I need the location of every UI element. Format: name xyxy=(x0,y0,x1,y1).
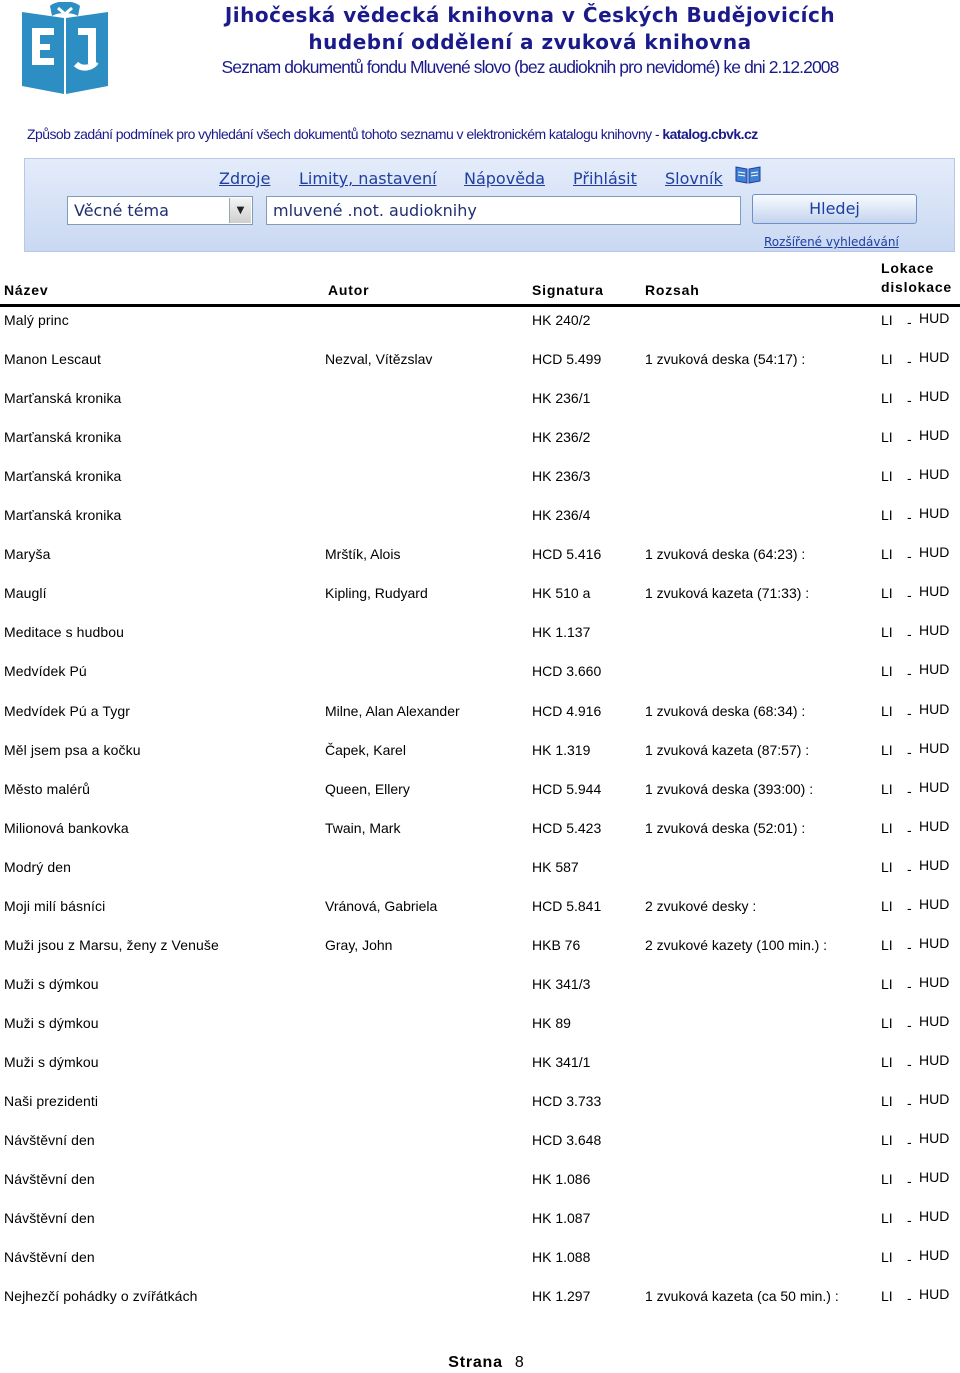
cell-separator: - xyxy=(907,1055,912,1072)
table-row xyxy=(0,817,960,859)
cell-separator: - xyxy=(907,665,912,682)
cell-dislocation: HUD xyxy=(919,973,950,990)
col-header-author: Autor xyxy=(328,282,370,298)
cell-title: Milionová bankovka xyxy=(4,819,129,836)
cell-separator: - xyxy=(907,509,912,526)
cell-separator: - xyxy=(907,587,912,604)
menu-slovnik[interactable]: Slovník xyxy=(665,169,723,188)
table-row xyxy=(0,700,960,742)
cell-signature: HK 587 xyxy=(532,858,579,875)
table-row xyxy=(0,778,960,820)
cell-dislocation: HUD xyxy=(919,466,950,483)
cell-location: LI xyxy=(881,780,893,797)
table-row xyxy=(0,1051,960,1093)
cell-separator: - xyxy=(907,1212,912,1229)
table-row xyxy=(0,856,960,898)
cell-title: Muži s dýmkou xyxy=(4,975,99,992)
table-row xyxy=(0,351,960,390)
cell-signature: HCD 5.944 xyxy=(532,780,602,797)
cell-signature: HK 1.088 xyxy=(532,1249,591,1266)
table-row xyxy=(0,934,960,976)
cell-title: Návštěvní den xyxy=(4,1132,95,1149)
field-select-value: Věcné téma xyxy=(74,201,169,220)
cell-location: LI xyxy=(881,1288,893,1305)
cell-separator: - xyxy=(907,938,912,955)
cell-title: Návštěvní den xyxy=(4,1249,95,1266)
cell-location: LI xyxy=(881,1132,893,1149)
cell-separator: - xyxy=(907,821,912,838)
cell-separator: - xyxy=(907,1251,912,1268)
cell-dislocation: HUD xyxy=(919,700,950,717)
cell-location: LI xyxy=(881,585,893,602)
cell-location: LI xyxy=(881,1249,893,1266)
cell-location: LI xyxy=(881,1171,893,1188)
cell-title: Mauglí xyxy=(4,585,47,602)
table-row xyxy=(0,663,960,702)
cell-signature: HK 236/3 xyxy=(532,468,591,485)
col-header-location: Lokace xyxy=(881,260,935,276)
cell-dislocation: HUD xyxy=(919,1208,950,1225)
cell-separator: - xyxy=(907,431,912,448)
cell-separator: - xyxy=(907,353,912,370)
cell-location: LI xyxy=(881,1053,893,1070)
cell-separator: - xyxy=(907,1095,912,1111)
menu-zdroje[interactable]: Zdroje xyxy=(219,169,271,188)
cell-location: LI xyxy=(881,819,893,836)
cell-signature: HCD 3.660 xyxy=(532,663,602,680)
cell-author: Čapek, Karel xyxy=(325,741,406,758)
cell-location: LI xyxy=(881,1014,893,1031)
cell-author: Queen, Ellery xyxy=(325,780,410,797)
cell-author: Vránová, Gabriela xyxy=(325,897,438,914)
cell-location: LI xyxy=(881,1210,893,1227)
table-row xyxy=(0,585,960,624)
cell-signature: HCD 5.416 xyxy=(532,546,602,563)
cell-dislocation: HUD xyxy=(919,778,950,795)
cell-dislocation: HUD xyxy=(919,895,950,912)
cell-separator: - xyxy=(907,743,912,760)
page-label: Strana xyxy=(448,1354,503,1371)
cell-location: LI xyxy=(881,507,893,524)
cell-separator: - xyxy=(907,782,912,799)
cell-signature: HCD 5.841 xyxy=(532,897,602,914)
cell-author: Mrštík, Alois xyxy=(325,546,401,563)
cell-author: Milne, Alan Alexander xyxy=(325,702,460,719)
page-footer xyxy=(0,1354,960,1372)
cell-location: LI xyxy=(881,390,893,407)
cell-signature: HK 510 a xyxy=(532,585,591,602)
cell-dislocation: HUD xyxy=(919,1012,950,1029)
table-row xyxy=(0,1012,960,1054)
header-divider xyxy=(0,304,960,307)
cell-dislocation: HUD xyxy=(919,661,950,678)
cell-dislocation: HUD xyxy=(919,934,950,951)
cell-extent: 1 zvuková deska (54:17) : xyxy=(645,351,806,368)
cell-location: LI xyxy=(881,975,893,992)
cell-dislocation: HUD xyxy=(919,310,950,326)
cell-extent: 1 zvuková kazeta (87:57) : xyxy=(645,741,810,758)
cell-dislocation: HUD xyxy=(919,544,950,561)
cell-extent: 1 zvuková deska (64:23) : xyxy=(645,546,806,563)
cell-location: LI xyxy=(881,663,893,680)
cell-author: Twain, Mark xyxy=(325,819,401,836)
cell-dislocation: HUD xyxy=(919,622,950,639)
cell-signature: HK 1.297 xyxy=(532,1288,591,1305)
cell-title: Marťanská kronika xyxy=(4,468,122,485)
cell-extent: 1 zvuková kazeta (71:33) : xyxy=(645,585,810,602)
catalog-search-panel xyxy=(24,158,955,252)
cell-signature: HK 1.137 xyxy=(532,624,591,641)
table-row xyxy=(0,1132,960,1171)
cell-title: Medvídek Pú xyxy=(4,663,87,680)
cell-title: Město malérů xyxy=(4,780,91,797)
menu-prihlasit[interactable]: Přihlásit xyxy=(573,169,637,188)
cell-dislocation: HUD xyxy=(919,1286,950,1303)
cell-location: LI xyxy=(881,351,893,368)
cell-title: Marťanská kronika xyxy=(4,390,122,407)
table-row xyxy=(0,739,960,781)
cell-location: LI xyxy=(881,1093,893,1109)
cell-extent: 1 zvuková deska (68:34) : xyxy=(645,702,806,719)
department-name: hudební oddělení a zvuková knihovna xyxy=(308,30,752,54)
cell-title: Měl jsem psa a kočku xyxy=(4,741,141,758)
cell-signature: HCD 3.648 xyxy=(532,1132,602,1149)
table-row xyxy=(0,390,960,429)
cell-signature: HK 341/3 xyxy=(532,975,591,992)
cell-title: Návštěvní den xyxy=(4,1171,95,1188)
cell-title: Nejhezčí pohádky o zvířátkách xyxy=(4,1288,198,1305)
cell-dislocation: HUD xyxy=(919,1130,950,1147)
cell-location: LI xyxy=(881,546,893,563)
cell-separator: - xyxy=(907,1173,912,1190)
table-row xyxy=(0,546,960,585)
cell-title: Maryša xyxy=(4,546,51,563)
cell-signature: HK 236/2 xyxy=(532,429,591,446)
cell-extent: 1 zvuková kazeta (ca 50 min.) : xyxy=(645,1288,839,1305)
cell-location: LI xyxy=(881,858,893,875)
instructions-text: Způsob zadání podmínek pro vyhledání všech dokumentů tohoto seznamu v elektronickém katalogu knihovny - xyxy=(27,126,663,142)
table-row xyxy=(0,624,960,663)
cell-signature: HCD 3.733 xyxy=(532,1093,602,1109)
cell-separator: - xyxy=(907,1134,912,1151)
table-row xyxy=(0,312,960,351)
page-number: 8 xyxy=(514,1354,524,1371)
cell-author: Nezval, Vítězslav xyxy=(325,351,433,368)
cell-signature: HKB 76 xyxy=(532,936,581,953)
cell-separator: - xyxy=(907,548,912,565)
field-select[interactable] xyxy=(67,196,253,225)
cell-location: LI xyxy=(881,624,893,641)
cell-signature: HCD 4.916 xyxy=(532,702,602,719)
cell-title: Muži s dýmkou xyxy=(4,1053,99,1070)
cell-location: LI xyxy=(881,741,893,758)
cell-signature: HK 341/1 xyxy=(532,1053,591,1070)
document-title: Seznam dokumentů fondu Mluvené slovo (bez audioknih pro nevidomé) ke dni 2.12.2008 xyxy=(221,57,839,77)
cell-dislocation: HUD xyxy=(919,856,950,873)
cell-dislocation: HUD xyxy=(919,1051,950,1068)
cell-dislocation: HUD xyxy=(919,427,950,444)
advanced-search-link[interactable]: Rozšířené vyhledávání xyxy=(764,235,899,249)
cell-dislocation: HUD xyxy=(919,388,950,405)
table-row xyxy=(0,468,960,507)
cell-title: Návštěvní den xyxy=(4,1210,95,1227)
cell-author: Gray, John xyxy=(325,936,393,953)
cell-signature: HK 89 xyxy=(532,1014,571,1031)
cell-location: LI xyxy=(881,936,893,953)
cell-dislocation: HUD xyxy=(919,1091,950,1107)
dictionary-book-icon[interactable] xyxy=(735,164,761,184)
cell-separator: - xyxy=(907,1016,912,1033)
cell-separator: - xyxy=(907,392,912,409)
library-name: Jihočeská vědecká knihovna v Českých Budějovicích xyxy=(224,3,836,27)
cell-author: Kipling, Rudyard xyxy=(325,585,428,602)
cell-location: LI xyxy=(881,468,893,485)
cell-extent: 1 zvuková deska (52:01) : xyxy=(645,819,806,836)
cell-dislocation: HUD xyxy=(919,1169,950,1186)
menu-napoveda[interactable]: Nápověda xyxy=(464,169,545,188)
cell-signature: HK 240/2 xyxy=(532,312,591,328)
col-header-extent: Rozsah xyxy=(645,282,700,298)
cell-dislocation: HUD xyxy=(919,583,950,600)
cell-dislocation: HUD xyxy=(919,817,950,834)
table-row xyxy=(0,1210,960,1249)
cell-separator: - xyxy=(907,860,912,877)
search-button[interactable]: Hledej xyxy=(752,194,917,224)
cell-dislocation: HUD xyxy=(919,349,950,366)
catalog-link[interactable]: katalog.cbvk.cz xyxy=(662,126,758,142)
cell-signature: HK 1.319 xyxy=(532,741,591,758)
cell-signature: HK 1.087 xyxy=(532,1210,591,1227)
cell-location: LI xyxy=(881,312,893,328)
cell-dislocation: HUD xyxy=(919,1247,950,1264)
cell-title: Muži jsou z Marsu, ženy z Venuše xyxy=(4,936,219,953)
cell-location: LI xyxy=(881,429,893,446)
cell-title: Manon Lescaut xyxy=(4,351,102,368)
table-row xyxy=(0,895,960,937)
col-header-title: Název xyxy=(4,282,49,298)
cell-extent: 2 zvukové desky : xyxy=(645,897,757,914)
col-header-dislocation: dislokace xyxy=(881,279,953,295)
cell-signature: HK 236/1 xyxy=(532,390,591,407)
chevron-down-icon[interactable]: ▼ xyxy=(229,198,251,223)
menu-limity[interactable]: Limity, nastavení xyxy=(299,169,437,188)
cell-title: Marťanská kronika xyxy=(4,429,122,446)
cell-separator: - xyxy=(907,899,912,916)
cell-extent: 1 zvuková deska (393:00) : xyxy=(645,780,814,797)
cell-location: LI xyxy=(881,702,893,719)
table-row xyxy=(0,507,960,546)
cell-dislocation: HUD xyxy=(919,505,950,522)
cell-signature: HCD 5.423 xyxy=(532,819,602,836)
col-header-signature: Signatura xyxy=(532,282,604,298)
table-row xyxy=(0,973,960,1015)
cell-title: Modrý den xyxy=(4,858,72,875)
cell-separator: - xyxy=(907,704,912,721)
table-row xyxy=(0,1171,960,1210)
cell-extent: 2 zvukové kazety (100 min.) : xyxy=(645,936,828,953)
cell-title: Moji milí básníci xyxy=(4,897,106,914)
search-input[interactable]: mluvené .not. audioknihy xyxy=(266,196,741,225)
cell-title: Naši prezidenti xyxy=(4,1093,99,1109)
cell-title: Marťanská kronika xyxy=(4,507,122,524)
cell-signature: HCD 5.499 xyxy=(532,351,602,368)
cell-separator: - xyxy=(907,314,912,330)
cell-title: Medvídek Pú a Tygr xyxy=(4,702,131,719)
cell-separator: - xyxy=(907,1290,912,1307)
cell-signature: HK 236/4 xyxy=(532,507,591,524)
cell-title: Meditace s hudbou xyxy=(4,624,125,641)
cell-separator: - xyxy=(907,977,912,994)
cell-title: Muži s dýmkou xyxy=(4,1014,99,1031)
cell-dislocation: HUD xyxy=(919,739,950,756)
table-row xyxy=(0,1093,960,1132)
table-row xyxy=(0,1249,960,1288)
search-instructions xyxy=(27,126,758,142)
cell-signature: HK 1.086 xyxy=(532,1171,591,1188)
cell-location: LI xyxy=(881,897,893,914)
table-row xyxy=(0,429,960,468)
table-row xyxy=(0,1288,960,1327)
cell-separator: - xyxy=(907,626,912,643)
cell-separator: - xyxy=(907,470,912,487)
cell-title: Malý princ xyxy=(4,312,69,328)
